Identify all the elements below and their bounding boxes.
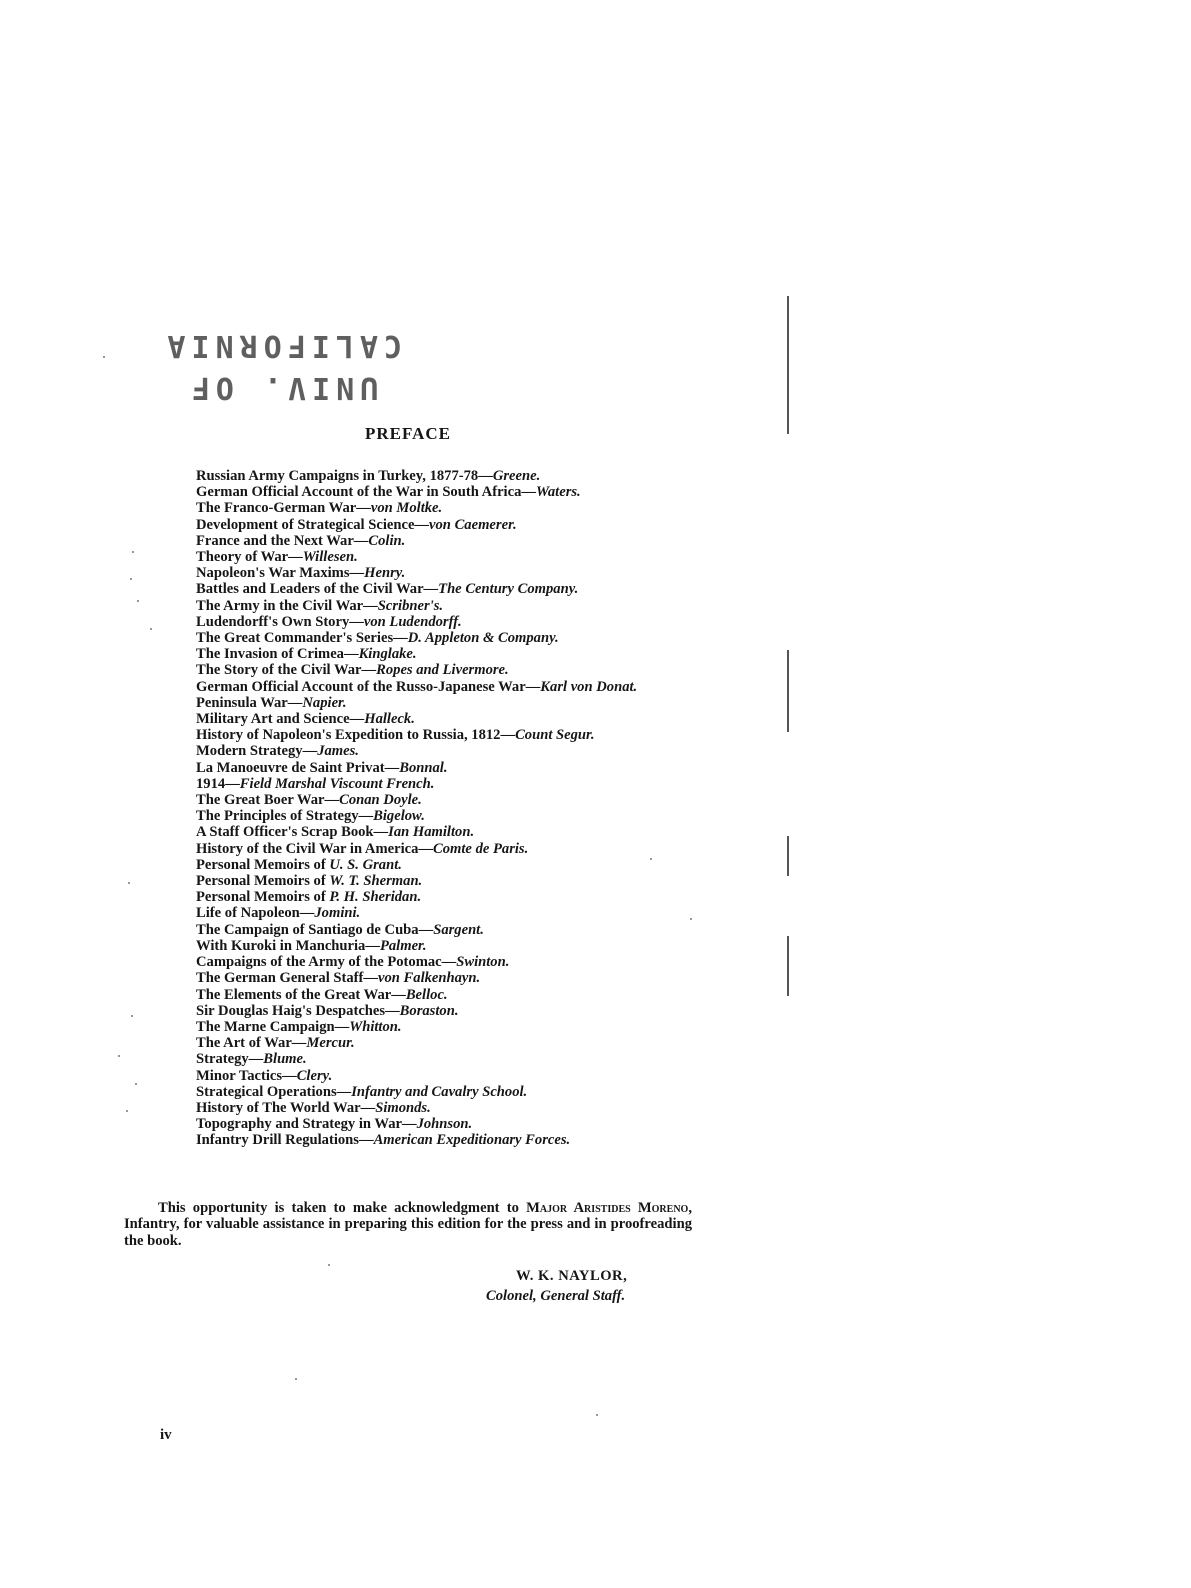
binding-edge-rule <box>787 836 789 876</box>
reference-item <box>196 549 704 565</box>
reference-title: German Official Account of the Russo-Japanese War— <box>196 678 541 695</box>
acknowledgment-paragraph <box>124 1200 692 1249</box>
scan-speck <box>130 578 132 580</box>
reference-title: Campaigns of the Army of the Potomac— <box>196 954 457 971</box>
reference-item <box>196 484 704 500</box>
reference-title: Minor Tactics— <box>196 1067 297 1084</box>
reference-item <box>196 468 704 484</box>
reference-author: American Expeditionary Forces. <box>373 1132 571 1149</box>
scan-speck <box>295 1378 297 1380</box>
reference-author: Mercur. <box>306 1035 355 1052</box>
reference-item <box>196 1051 704 1067</box>
reference-author: Halleck. <box>364 711 415 728</box>
reference-item <box>196 841 704 857</box>
reference-item <box>196 954 704 970</box>
reference-author: Greene. <box>492 468 541 484</box>
reference-title: Peninsula War— <box>196 694 303 711</box>
reference-item <box>196 808 704 824</box>
reference-author: Blume. <box>263 1051 307 1068</box>
reference-title: Topography and Strategy in War— <box>196 1116 417 1133</box>
scan-speck <box>132 551 134 553</box>
reference-title: Strategy— <box>196 1051 264 1068</box>
reference-title: The German General Staff— <box>196 970 378 987</box>
reference-title: Theory of War— <box>196 549 303 566</box>
signatory-name: W. K. NAYLOR, <box>516 1268 628 1284</box>
reference-item <box>196 1116 704 1132</box>
reference-item <box>196 646 704 662</box>
reference-title: Battles and Leaders of the Civil War— <box>196 581 439 598</box>
reference-item <box>196 857 704 873</box>
reference-title: History of The World War— <box>196 1099 376 1116</box>
reference-item <box>196 500 704 516</box>
reference-item <box>196 517 704 533</box>
reference-item <box>196 776 704 792</box>
reference-title: La Manoeuvre de Saint Privat— <box>196 759 400 776</box>
reference-item <box>196 1084 704 1100</box>
reference-author: P. H. Sheridan. <box>329 889 422 906</box>
reference-author: Willesen. <box>302 549 358 566</box>
reference-author: Simonds. <box>375 1099 431 1116</box>
reference-author: Sargent. <box>433 921 484 938</box>
reference-item <box>196 598 704 614</box>
reference-item <box>196 533 704 549</box>
reference-author: von Falkenhayn. <box>378 970 481 987</box>
stamp-line-1: UNIV. OF <box>185 370 379 405</box>
reference-title: Modern Strategy— <box>196 743 318 760</box>
reference-author: Belloc. <box>405 986 448 1003</box>
reference-item <box>196 711 704 727</box>
reference-author: Waters. <box>535 484 581 501</box>
page-title: PREFACE <box>364 424 451 443</box>
reference-title: Ludendorff's Own Story— <box>196 613 364 630</box>
reference-title: With Kuroki in Manchuria— <box>196 937 380 954</box>
reference-author: Scribner's. <box>377 597 444 614</box>
reference-item <box>196 970 704 986</box>
reference-author: D. Appleton & Company. <box>407 630 559 647</box>
scan-speck <box>131 1015 133 1017</box>
reference-author: Conan Doyle. <box>339 792 422 809</box>
reference-item <box>196 1100 704 1116</box>
reference-item <box>196 662 704 678</box>
binding-edge-rule <box>787 650 789 732</box>
page-number: iv <box>160 1427 172 1443</box>
reference-author: Henry. <box>364 565 406 582</box>
reference-author: Clery. <box>296 1067 333 1084</box>
reference-title: Russian Army Campaigns in Turkey, 1877-78— <box>196 468 493 484</box>
reference-title: The Invasion of Crimea— <box>196 646 359 663</box>
reference-list <box>196 468 704 1149</box>
reference-item <box>196 581 704 597</box>
scan-speck <box>596 1414 598 1416</box>
reference-item <box>196 679 704 695</box>
reference-title: Personal Memoirs of <box>196 856 330 873</box>
reference-item <box>196 1035 704 1051</box>
binding-edge-rule <box>787 296 789 434</box>
scan-speck <box>135 1083 137 1085</box>
reference-item <box>196 905 704 921</box>
signatory-rank: Colonel, General Staff. <box>486 1288 626 1304</box>
reference-title: Life of Napoleon— <box>196 905 315 922</box>
reference-author: von Ludendorff. <box>363 613 462 630</box>
reference-author: Johnson. <box>416 1116 473 1133</box>
reference-title: Strategical Operations— <box>196 1083 352 1100</box>
reference-title: Personal Memoirs of <box>196 873 330 890</box>
reference-title: The Story of the Civil War— <box>196 662 377 679</box>
reference-author: Whitton. <box>349 1018 402 1035</box>
scan-speck <box>128 882 130 884</box>
scan-speck <box>103 356 105 358</box>
reference-author: Ian Hamilton. <box>388 824 475 841</box>
reference-author: Kinglake. <box>358 646 417 663</box>
reference-title: A Staff Officer's Scrap Book— <box>196 824 389 841</box>
reference-title: Development of Strategical Science— <box>196 516 430 533</box>
reference-title: 1914— <box>196 775 240 792</box>
reference-title: The Elements of the Great War— <box>196 986 406 1003</box>
reference-item <box>196 743 704 759</box>
reference-item <box>196 727 704 743</box>
reference-title: Sir Douglas Haig's Despatches— <box>196 1002 400 1019</box>
reference-author: von Moltke. <box>370 500 443 517</box>
scan-speck <box>150 628 152 630</box>
reference-item <box>196 695 704 711</box>
reference-item <box>196 889 704 905</box>
reference-item <box>196 873 704 889</box>
library-perforation-stamp <box>162 320 402 408</box>
reference-author: Boraston. <box>399 1002 459 1019</box>
reference-title: The Principles of Strategy— <box>196 808 374 825</box>
reference-author: Jomini. <box>314 905 361 922</box>
reference-title: The Marne Campaign— <box>196 1018 350 1035</box>
reference-item <box>196 1068 704 1084</box>
scan-speck <box>118 1055 120 1057</box>
reference-title: The Franco-German War— <box>196 500 371 517</box>
acknowledged-person: Major Aristides Moreno <box>526 1200 689 1216</box>
scan-speck <box>690 918 692 920</box>
scan-speck <box>126 1110 128 1112</box>
reference-title: Infantry Drill Regulations— <box>196 1132 374 1149</box>
reference-author: Bonnal. <box>399 759 448 776</box>
reference-item <box>196 614 704 630</box>
reference-title: Personal Memoirs of <box>196 889 330 906</box>
reference-author: Karl von Donat. <box>540 678 638 695</box>
reference-item <box>196 922 704 938</box>
reference-title: German Official Account of the War in South Africa— <box>196 484 536 501</box>
reference-author: Comte de Paris. <box>433 840 529 857</box>
reference-title: Military Art and Science— <box>196 711 365 728</box>
scan-speck <box>328 1264 330 1266</box>
reference-item <box>196 792 704 808</box>
stamp-line-2: CALIFORNIA <box>161 328 402 363</box>
reference-author: Napier. <box>302 694 347 711</box>
scan-speck <box>650 858 652 860</box>
acknowledgment-text-after: , Infantry, for valuable assistance in preparing this edition for the press and in proofreading the book. <box>124 1200 692 1249</box>
signature-block <box>486 1266 706 1306</box>
reference-author: The Century Company. <box>438 581 579 598</box>
reference-title: The Art of War— <box>196 1035 307 1052</box>
reference-item <box>196 565 704 581</box>
binding-edge-rule <box>787 936 789 996</box>
scan-speck <box>137 600 139 602</box>
reference-author: U. S. Grant. <box>329 856 402 873</box>
reference-title: History of the Civil War in America— <box>196 840 433 857</box>
reference-author: Bigelow. <box>373 808 425 825</box>
reference-item <box>196 987 704 1003</box>
reference-author: Infantry and Cavalry School. <box>351 1083 528 1100</box>
reference-author: Count Segur. <box>515 727 595 744</box>
reference-author: Swinton. <box>456 954 510 971</box>
reference-title: The Army in the Civil War— <box>196 597 378 614</box>
reference-author: James. <box>317 743 359 760</box>
reference-item <box>196 1019 704 1035</box>
reference-item <box>196 824 704 840</box>
reference-author: Palmer. <box>379 937 427 954</box>
reference-author: Field Marshal Viscount French. <box>239 775 435 792</box>
reference-item <box>196 630 704 646</box>
reference-author: Colin. <box>368 532 406 549</box>
reference-author: von Caemerer. <box>429 516 517 533</box>
reference-title: France and the Next War— <box>196 532 369 549</box>
acknowledgment-text-before: This opportunity is taken to make acknowledgment to <box>158 1200 527 1216</box>
reference-item <box>196 1132 704 1148</box>
reference-title: The Great Commander's Series— <box>196 630 408 647</box>
reference-item <box>196 938 704 954</box>
reference-title: The Campaign of Santiago de Cuba— <box>196 921 434 938</box>
reference-item <box>196 1003 704 1019</box>
reference-title: The Great Boer War— <box>196 792 340 809</box>
reference-item <box>196 760 704 776</box>
reference-title: Napoleon's War Maxims— <box>196 565 365 582</box>
reference-author: Ropes and Livermore. <box>376 662 509 679</box>
reference-title: History of Napoleon's Expedition to Russia, 1812— <box>196 727 516 744</box>
reference-author: W. T. Sherman. <box>329 873 423 890</box>
